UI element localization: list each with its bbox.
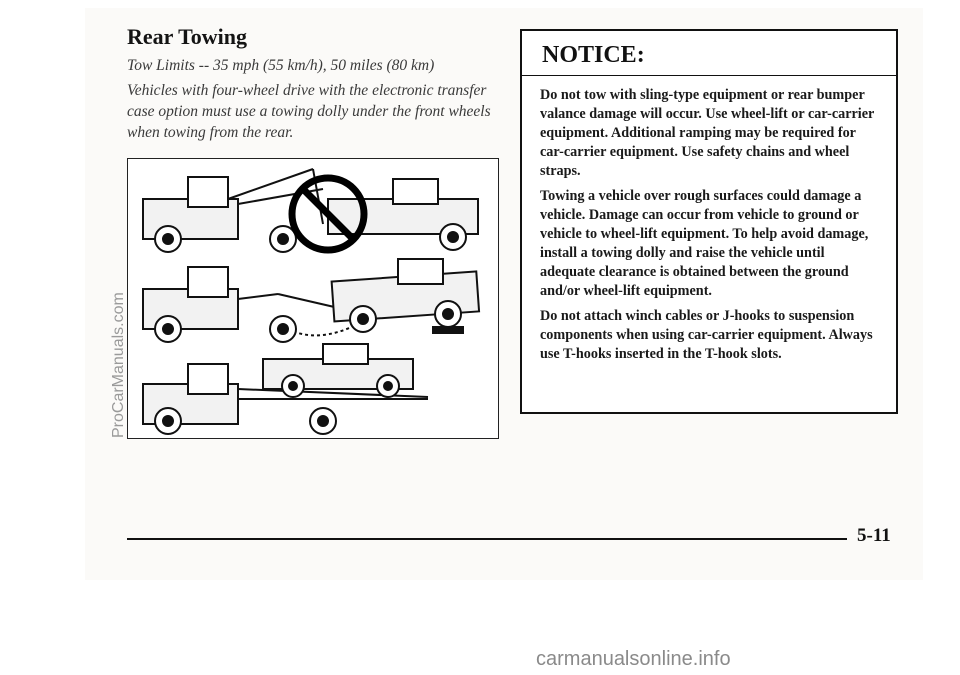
- car-carrier-scene: [143, 344, 428, 434]
- notice-paragraph-sling: Do not tow with sling-type equipment or rear bumper valance damage will occur. Use wheel-lift or car-carrier equipment. Additional ramping may be required for car-carrier equipment. Use safety chains and wheel straps.: [540, 87, 875, 179]
- footer-rule: [127, 538, 847, 540]
- page-number: 5-11: [857, 525, 891, 546]
- side-watermark: ProCarManuals.com: [110, 292, 127, 438]
- footer-watermark: carmanualsonline.info: [536, 648, 731, 670]
- towing-methods-illustration: [127, 158, 499, 439]
- notice-paragraph-rough-surfaces: Towing a vehicle over rough surfaces could damage a vehicle. Damage can occur from vehicle to ground or vehicle to wheel-lift equipment. To help avoid damage, install a towing dolly and raise the vehicle until adequate clearance is obtained between the ground and/or wheel-lift equipment.: [540, 188, 869, 299]
- section-heading: Rear Towing: [127, 24, 248, 49]
- towing-diagram: [128, 159, 498, 438]
- notice-title: NOTICE:: [522, 31, 896, 76]
- notice-box: [520, 29, 898, 414]
- tow-limits-text: Tow Limits -- 35 mph (55 km/h), 50 miles (80 km): [127, 57, 435, 74]
- notice-paragraph-winch-cables: Do not attach winch cables or J-hooks to suspension components when using car-carrier equipment. Always use T-hooks inserted in the T-hook slots.: [540, 308, 873, 362]
- wheel-lift-dolly-scene: [143, 259, 479, 342]
- four-wheel-drive-instruction: Vehicles with four-wheel drive with the electronic transfer case option must use a towing dolly under the front wheels when towing from the rear.: [127, 82, 491, 141]
- notice-body: [522, 76, 896, 364]
